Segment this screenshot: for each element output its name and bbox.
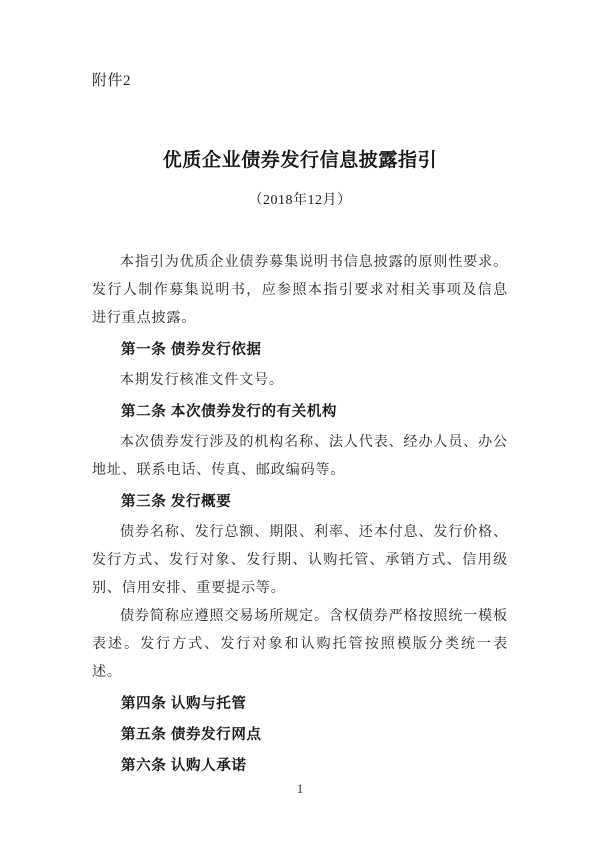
body-paragraph: 本指引为优质企业债券募集说明书信息披露的原则性要求。发行人制作募集说明书，应参照本指引要求对相关事项及信息进行重点披露。 xyxy=(92,255,508,326)
article-heading: 第一条 债券发行依据 xyxy=(121,342,262,358)
body-paragraph: 本次债券发行涉及的机构名称、法人代表、经办人员、办公地址、联系电话、传真、邮政编码等。 xyxy=(92,435,508,478)
article-heading: 第二条 本次债券发行的有关机构 xyxy=(121,404,338,420)
page-number: 1 xyxy=(296,781,304,796)
document-body xyxy=(92,249,508,780)
body-paragraph: 债券名称、发行总额、期限、利率、还本付息、发行价格、发行方式、发行对象、发行期、认购托管、承销方式、信用级别、信用安排、重要提示等。 xyxy=(92,525,508,596)
body-paragraph: 债券简称应遵照交易场所规定。含权债券严格按照统一模板表述。发行方式、发行对象和认购托管按照模版分类统一表述。 xyxy=(92,609,508,680)
attachment-label: 附件2 xyxy=(92,73,132,89)
document-date: （2018年12月） xyxy=(248,193,352,208)
document-title: 优质企业债券发行信息披露指引 xyxy=(162,150,438,171)
article-heading: 第三条 发行概要 xyxy=(121,494,232,510)
body-paragraph: 本期发行核准文件文号。 xyxy=(120,373,284,388)
article-heading: 第五条 债券发行网点 xyxy=(121,727,262,743)
article-heading: 第四条 认购与托管 xyxy=(121,696,247,712)
article-heading: 第六条 认购人承诺 xyxy=(121,758,247,774)
